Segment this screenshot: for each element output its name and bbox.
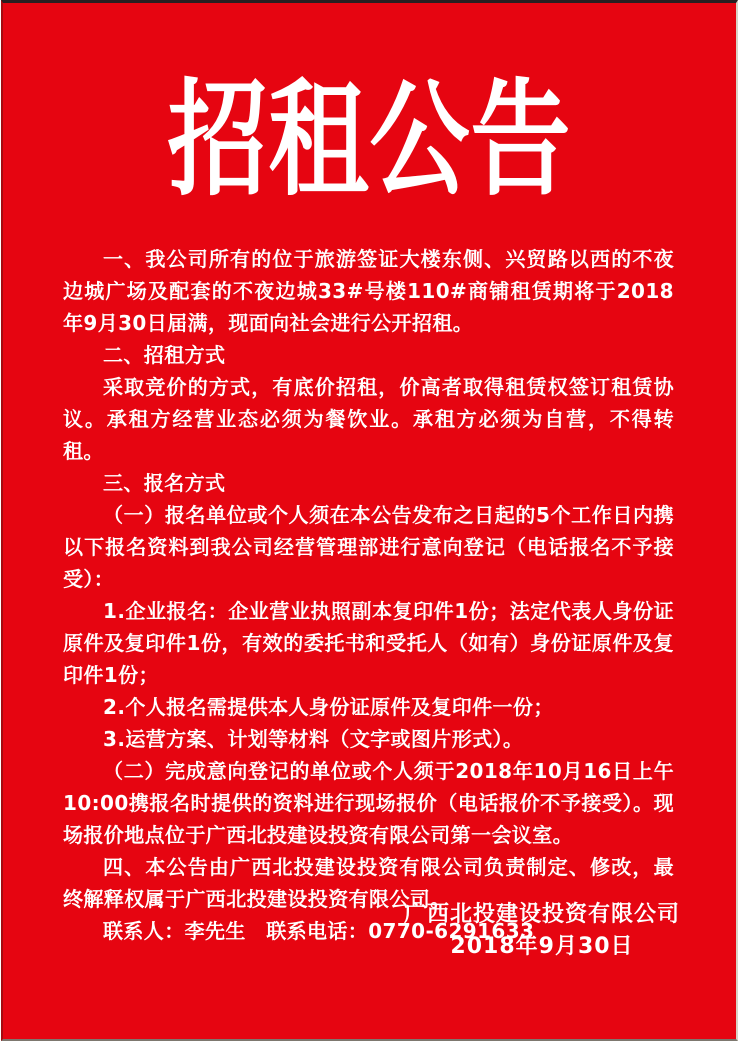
paragraph-operation-plan: 3.运营方案、计划等材料（文字或图片形式）。 xyxy=(103,727,524,751)
paragraph-individual-registration: 2.个人报名需提供本人身份证原件及复印件一份； xyxy=(103,695,554,719)
poster-sheet xyxy=(1,0,738,1041)
paragraph-registration-intent: （一）报名单位或个人须在本公告发布之日起的5个工作日内携以下报名资料到我公司经营管理部进行意向登记（电话报名不予接受）： xyxy=(63,503,674,591)
paragraph-interpretation-rights: 四、本公告由广西北投建设投资有限公司负责制定、修改，最终解释权属于广西北投建设投资有限公司。 xyxy=(63,855,674,911)
poster-title: 招租公告 xyxy=(167,65,572,213)
signature-company-name: 广西北投建设投资有限公司 xyxy=(403,902,680,927)
contact-line: 联系人：李先生 联系电话：0770-6291633 xyxy=(103,919,535,943)
signature-block xyxy=(404,899,680,963)
paragraph-onsite-bidding: （二）完成意向登记的单位或个人须于2018年10月16日上午10:00携报名时提供的资料进行现场报价（电话报价不予接受）。现场报价地点位于广西北投建设投资有限公司第一会议室。 xyxy=(63,759,674,847)
heading-registration-method: 三、报名方式 xyxy=(103,471,226,495)
announcement-body xyxy=(63,243,674,947)
paragraph-rental-method: 采取竞价的方式，有底价招租，价高者取得租赁权签订租赁协议。承租方经营业态必须为餐饮业。承租方必须为自营，不得转租。 xyxy=(63,375,674,463)
paragraph-company-registration: 1.企业报名：企业营业执照副本复印件1份；法定代表人身份证原件及复印件1份，有效的委托书和受托人（如有）身份证原件及复印件1份； xyxy=(63,599,674,687)
paragraph-property-description: 一、我公司所有的位于旅游签证大楼东侧、兴贸路以西的不夜边城广场及配套的不夜边城33#号楼110#商铺租赁期将于2018年9月30日届满，现面向社会进行公开招租。 xyxy=(63,247,674,335)
heading-rental-method: 二、招租方式 xyxy=(103,343,226,367)
signature-date: 2018年9月30日 xyxy=(450,934,634,959)
